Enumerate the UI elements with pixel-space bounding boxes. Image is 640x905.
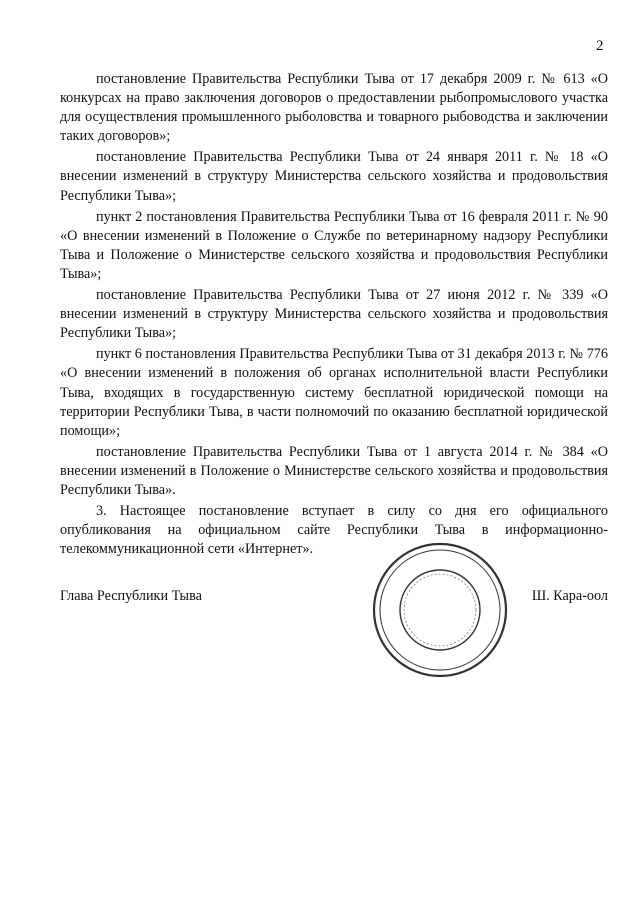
signature-block bbox=[60, 588, 608, 612]
page-number: 2 bbox=[596, 38, 604, 54]
paragraph-3: пункт 2 постановления Правительства Республики Тыва от 16 февраля 2011 г. № 90 «О внесении изменений в Положение о Службе по ветеринарному надзору Республики Тыва и Положение о Министерстве сельского хозяйства и продовольствия Республики Тыва»; bbox=[60, 208, 608, 282]
signatory-position: Глава Республики Тыва bbox=[60, 588, 202, 604]
document-body bbox=[60, 70, 608, 561]
official-seal bbox=[370, 540, 510, 680]
paragraph-2: постановление Правительства Республики Тыва от 24 января 2011 г. № 18 «О внесении изменений в структуру Министерства сельского хозяйства и продовольствия Республики Тыва»; bbox=[60, 149, 608, 204]
paragraph-1: постановление Правительства Республики Тыва от 17 декабря 2009 г. № 613 «О конкурсах на право заключения договоров о предоставлении рыбопромыслового участка для осуществления промышленного рыболовства и товарного рыбоводства и заключении таких договоров»; bbox=[60, 71, 608, 145]
paragraph-7: 3. Настоящее постановление вступает в силу со дня его официального опубликования на официальном сайте Республики Тыва в информационно-телекоммуникационной сети «Интернет». bbox=[60, 503, 608, 558]
paragraph-4: постановление Правительства Республики Тыва от 27 июня 2012 г. № 339 «О внесении изменений в структуру Министерства сельского хозяйства и продовольствия Республики Тыва»; bbox=[60, 287, 608, 342]
signatory-name: Ш. Кара-оол bbox=[531, 588, 608, 604]
paragraph-5: пункт 6 постановления Правительства Республики Тыва от 31 декабря 2013 г. № 776 «О внесении изменений в положения об органах исполнительной власти Республики Тыва, входящих в государственную систему бесплатной юридической помощи на территории Республики Тыва, в части полномочий по оказанию бесплатной юридической помощи»; bbox=[60, 346, 608, 439]
paragraph-6: постановление Правительства Республики Тыва от 1 августа 2014 г. № 384 «О внесении изменений в Положение о Министерстве сельского хозяйства и продовольствия Республики Тыва». bbox=[60, 443, 608, 498]
